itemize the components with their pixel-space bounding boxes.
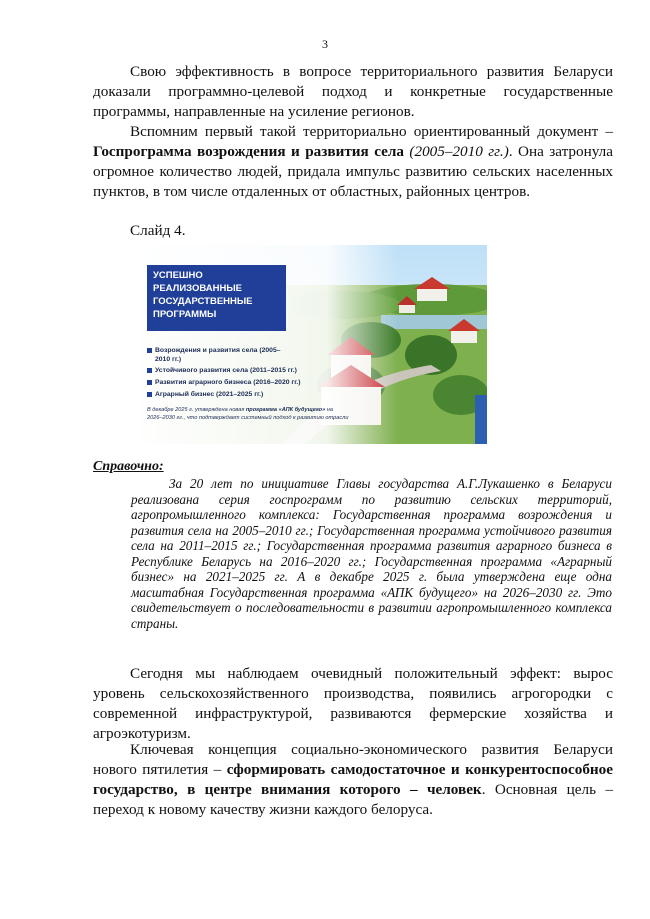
footnote-text: В декабре 2025 г. утверждена новая — [147, 407, 246, 413]
text-run: . Она затронула огромное количество людей, придала импульс развитию сельских населенных пунктов, в том числе отдаленных от областных, районных центров. — [93, 143, 613, 200]
slide-title-line: ГОСУДАРСТВЕННЫЕ — [153, 296, 253, 307]
page-number: 3 — [322, 37, 328, 51]
program-item-text: Аграрный бизнес (2021–2025 гг.) — [155, 391, 264, 398]
footnote-text: на — [325, 407, 333, 413]
program-item-text: Устойчивого развития села (2011–2015 гг.) — [155, 367, 297, 374]
slide-footnote-line — [147, 406, 447, 414]
slide-title-line: РЕАЛИЗОВАННЫЕ — [153, 283, 242, 294]
footnote-program-bold: программа «АПК будущего» — [245, 407, 326, 413]
program-item-text: Возрождения и развития села (2005– — [155, 347, 281, 354]
bullet-square — [147, 368, 152, 373]
reference-text: За 20 лет по инициативе Главы государства А.Г.Лукашенко в Беларуси реализована серия госпрограмм по развитию сельских территорий, агропромышленного комплекса: Государственная программа возрождения и развития села на 2005–2010 гг.; Государственная программа устойчивого развития села на 2011–2015 гг.; Государственная программа развития аграрного бизнеса в Республике Беларусь на 2016–2020 гг.; Государственная программа «Аграрный бизнес» на 2021–2025 гг. А в декабре 2025 г. была утверждена еще одна масштабная Государственная программа «АПК будущего» на 2026–2030 гг. Это свидетельствует о последовательности в развитии агропромышленного комплекса страны. — [131, 476, 612, 631]
program-list-item — [147, 378, 347, 390]
slide-4-image — [131, 245, 487, 444]
program-list-item — [147, 366, 347, 378]
program-name-bold: Госпрограмма возрождения и развития села — [93, 143, 404, 160]
program-list-item — [147, 346, 347, 366]
bullet-square — [147, 392, 152, 397]
paragraph-key-concept — [93, 740, 613, 820]
reference-title: Справочно: — [93, 459, 164, 474]
program-item-text: 2010 гг.) — [155, 356, 182, 363]
paragraph-regional-development: Свою эффективность в вопросе территориального развития Беларуси доказали программно-целевой подход и конкретные государственные программы, направленные на усиление регионов. — [93, 63, 613, 120]
key-concept-bold: сформировать самодостаточное и конкурентоспособное государство, в центре внимания которого – человек — [93, 761, 613, 798]
program-list — [147, 346, 347, 402]
bullet-square — [147, 348, 152, 353]
slide-footnote — [147, 406, 447, 422]
paragraph-first-program — [93, 122, 613, 202]
paragraph-positive-effect: Сегодня мы наблюдаем очевидный положительный эффект: вырос уровень сельскохозяйственного производства, появились агрогородки с современной инфраструктурой, развиваются фермерские хозяйства и агроэкотуризм. — [93, 665, 613, 742]
text-run: . Основная цель – переход к новому качеству жизни каждого белоруса. — [93, 781, 613, 818]
program-list-item — [147, 390, 347, 402]
text-run: Вспомним первый такой территориально ориентированный документ – — [130, 123, 613, 140]
program-years-italic: (2005–2010 гг.) — [409, 143, 509, 160]
slide-title-line: ПРОГРАММЫ — [153, 309, 217, 320]
slide-title-line: УСПЕШНО — [153, 270, 203, 281]
program-item-text: Развития аграрного бизнеса (2016–2020 гг.) — [155, 379, 301, 386]
slide-footnote-line: 2026–2030 гг., что подтверждает системный подход к развитию отрасли — [147, 415, 349, 421]
slide-title-box — [147, 265, 286, 331]
text-run: Ключевая концепция социально-экономического развития Беларуси нового пятилетия – — [93, 741, 613, 778]
slide-label: Слайд 4. — [130, 222, 186, 239]
bullet-square — [147, 380, 152, 385]
